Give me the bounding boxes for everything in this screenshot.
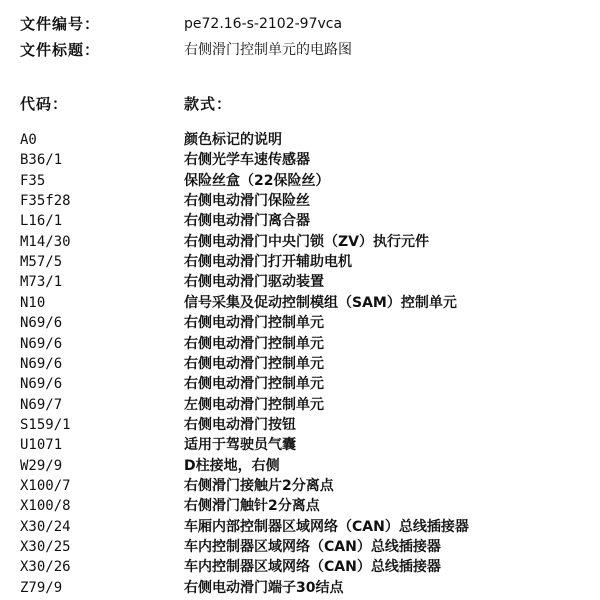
list-item xyxy=(0,456,600,476)
item-description: 右侧电动滑门中央门锁（ZV）执行元件 xyxy=(184,233,429,250)
item-code: N69/6 xyxy=(20,355,63,372)
column-header-row xyxy=(0,94,600,114)
item-code: U1071 xyxy=(20,437,63,454)
item-description: 右侧滑门触针2分离点 xyxy=(184,498,320,515)
item-code: X30/25 xyxy=(20,539,71,555)
list-item xyxy=(0,252,600,272)
list-item xyxy=(0,272,600,292)
item-code: N69/6 xyxy=(20,315,63,332)
item-code: A0 xyxy=(20,132,37,148)
item-description: 适用于驾驶员气囊 xyxy=(184,437,296,454)
item-description: 右侧电动滑门离合器 xyxy=(184,213,310,230)
list-item xyxy=(0,374,600,394)
list-item xyxy=(0,232,600,252)
code-column-header: 代码： xyxy=(20,95,69,113)
item-description: D柱接地，右侧 xyxy=(184,457,280,474)
list-item xyxy=(0,517,600,537)
item-description: 右侧电动滑门打开辅助电机 xyxy=(184,254,352,271)
list-item xyxy=(0,395,600,415)
style-column-header: 款式： xyxy=(184,95,233,113)
doc-number-row xyxy=(0,14,600,34)
item-code: M57/5 xyxy=(20,254,63,271)
list-item xyxy=(0,191,600,211)
list-item xyxy=(0,476,600,496)
doc-title-value: 右侧滑门控制单元的电路图 xyxy=(184,42,352,58)
item-code: X30/26 xyxy=(20,559,71,576)
list-item xyxy=(0,557,600,577)
doc-number-value: pe72.16-s-2102-97vca xyxy=(184,16,343,32)
list-item xyxy=(0,313,600,333)
item-code: X100/8 xyxy=(20,498,71,515)
item-description: 右侧电动滑门控制单元 xyxy=(184,355,324,372)
item-description: 右侧电动滑门控制单元 xyxy=(184,376,324,393)
doc-number-label: 文件编号： xyxy=(20,15,101,33)
item-description: 右侧光学车速传感器 xyxy=(184,152,310,169)
item-description: 保险丝盒（22保险丝） xyxy=(184,172,330,189)
list-item xyxy=(0,496,600,516)
item-code: N10 xyxy=(20,294,46,311)
list-item xyxy=(0,537,600,557)
item-code: S159/1 xyxy=(20,416,71,433)
item-code: W29/9 xyxy=(20,457,63,474)
item-description: 右侧电动滑门控制单元 xyxy=(184,315,324,332)
list-item xyxy=(0,415,600,435)
list-item xyxy=(0,578,600,598)
item-description: 信号采集及促动控制模组（SAM）控制单元 xyxy=(184,294,457,311)
item-code: N69/6 xyxy=(20,376,63,393)
item-description: 右侧滑门接触片2分离点 xyxy=(184,477,334,494)
item-code: X100/7 xyxy=(20,477,71,494)
list-item xyxy=(0,211,600,231)
item-code: M73/1 xyxy=(20,274,63,291)
list-item xyxy=(0,435,600,455)
item-code: Z79/9 xyxy=(20,579,63,596)
item-description: 车内控制器区域网络（CAN）总线插接器 xyxy=(184,559,441,576)
item-description: 右侧电动滑门按钮 xyxy=(184,416,296,433)
item-description: 车内控制器区域网络（CAN）总线插接器 xyxy=(184,539,441,555)
item-description: 右侧电动滑门控制单元 xyxy=(184,335,324,352)
item-description: 颜色标记的说明 xyxy=(184,132,282,148)
list-item xyxy=(0,150,600,170)
doc-title-label: 文件标题： xyxy=(20,41,101,59)
item-code: L16/1 xyxy=(20,213,63,230)
list-item xyxy=(0,293,600,313)
item-code: M14/30 xyxy=(20,233,71,250)
item-code: X30/24 xyxy=(20,518,71,535)
item-code: B36/1 xyxy=(20,152,63,169)
item-code: N69/6 xyxy=(20,335,63,352)
item-description: 右侧电动滑门驱动装置 xyxy=(184,274,324,291)
list-item xyxy=(0,354,600,374)
doc-title-row xyxy=(0,40,600,60)
list-item xyxy=(0,171,600,191)
item-description: 右侧电动滑门端子30结点 xyxy=(184,579,344,596)
item-code: F35 xyxy=(20,172,46,189)
item-code: N69/7 xyxy=(20,396,63,413)
item-description: 右侧电动滑门保险丝 xyxy=(184,193,310,210)
item-code: F35f28 xyxy=(20,193,71,210)
list-item xyxy=(0,130,600,150)
list-item xyxy=(0,334,600,354)
item-description: 车厢内部控制器区域网络（CAN）总线插接器 xyxy=(184,518,469,535)
item-description: 左侧电动滑门控制单元 xyxy=(184,396,324,413)
